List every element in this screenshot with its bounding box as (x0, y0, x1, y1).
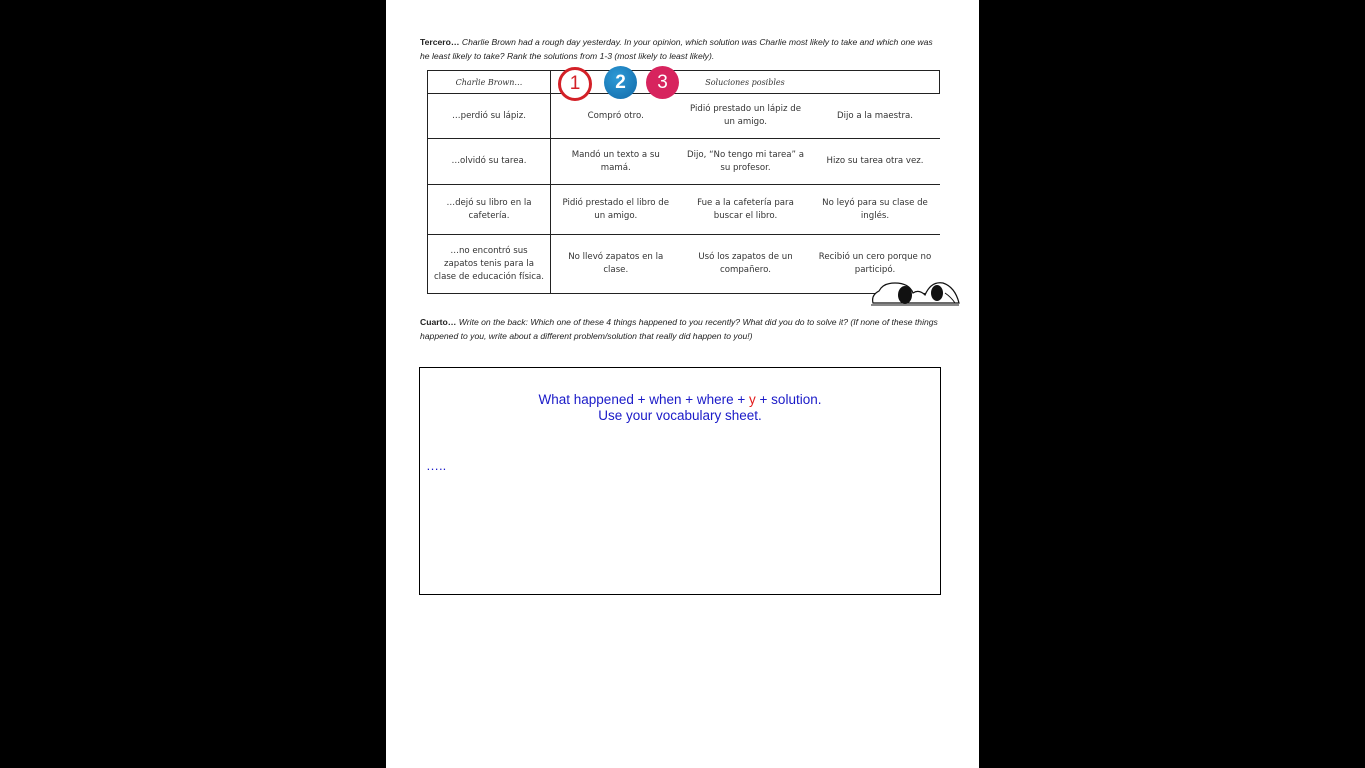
tercero-text: Charlie Brown had a rough day yesterday. In your opinion, which solution was Charlie most likely to take and which one was he least likely to take? Rank the solutions from 1-3 (most likely to least likely). (420, 37, 933, 61)
tercero-instructions (420, 35, 944, 63)
table-row (428, 185, 940, 235)
solution-cell: Recibió un cero porque no participó. (811, 235, 940, 294)
answer-textbox[interactable] (419, 367, 941, 595)
table-row (428, 235, 940, 294)
table-row (428, 94, 940, 139)
rank-2-badge: 2 (604, 66, 637, 99)
solution-cell: No llevó zapatos en la clase. (551, 235, 681, 294)
tercero-label: Tercero… (420, 37, 460, 47)
prompt-line2: Use your vocabulary sheet. (598, 408, 762, 423)
problem-cell: …dejó su libro en la cafetería. (428, 185, 551, 235)
snoopy-sleeping-icon (869, 273, 961, 311)
prompt-line1-b: + solution. (755, 392, 822, 407)
solution-cell: Dijo, “No tengo mi tarea” a su profesor. (681, 139, 811, 185)
rank-1-badge: 1 (558, 67, 592, 101)
table-header-row (428, 71, 940, 94)
solution-cell: Fue a la cafetería para buscar el libro. (681, 185, 811, 235)
prompt-line1-a: What happened + when + where + (538, 392, 750, 407)
solution-cell: Hizo su tarea otra vez. (811, 139, 940, 185)
solution-cell: Compró otro. (551, 94, 681, 139)
problem-cell: …olvidó su tarea. (428, 139, 551, 185)
cuarto-text: Write on the back: Which one of these 4 things happened to you recently? What did you do to solve it? (If none of these things happened to you, write about a different problem/solution that really did happen to you!) (420, 317, 938, 341)
table-row (428, 139, 940, 185)
solution-cell: No leyó para su clase de inglés. (811, 185, 940, 235)
solution-cell: Dijo a la maestra. (811, 94, 940, 139)
problem-cell: …perdió su lápiz. (428, 94, 551, 139)
solution-cell: Pidió prestado el libro de un amigo. (551, 185, 681, 235)
prompt-line1-y: y (749, 392, 756, 407)
answer-prompt (420, 392, 940, 424)
cuarto-instructions (420, 315, 944, 343)
cuarto-label: Cuarto… (420, 317, 457, 327)
header-soluciones-text: Soluciones posibles (705, 77, 785, 87)
problem-cell: …no encontró sus zapatos tenis para la clase de educación física. (428, 235, 551, 294)
rank-3-badge: 3 (646, 66, 679, 99)
answer-dots: ….. (426, 458, 447, 473)
solution-cell: Mandó un texto a su mamá. (551, 139, 681, 185)
worksheet-page (386, 0, 979, 768)
solution-cell: Usó los zapatos de un compañero. (681, 235, 811, 294)
solution-cell: Pidió prestado un lápiz de un amigo. (681, 94, 811, 139)
solutions-table (427, 70, 940, 294)
header-charlie-brown: Charlie Brown… (428, 71, 551, 94)
